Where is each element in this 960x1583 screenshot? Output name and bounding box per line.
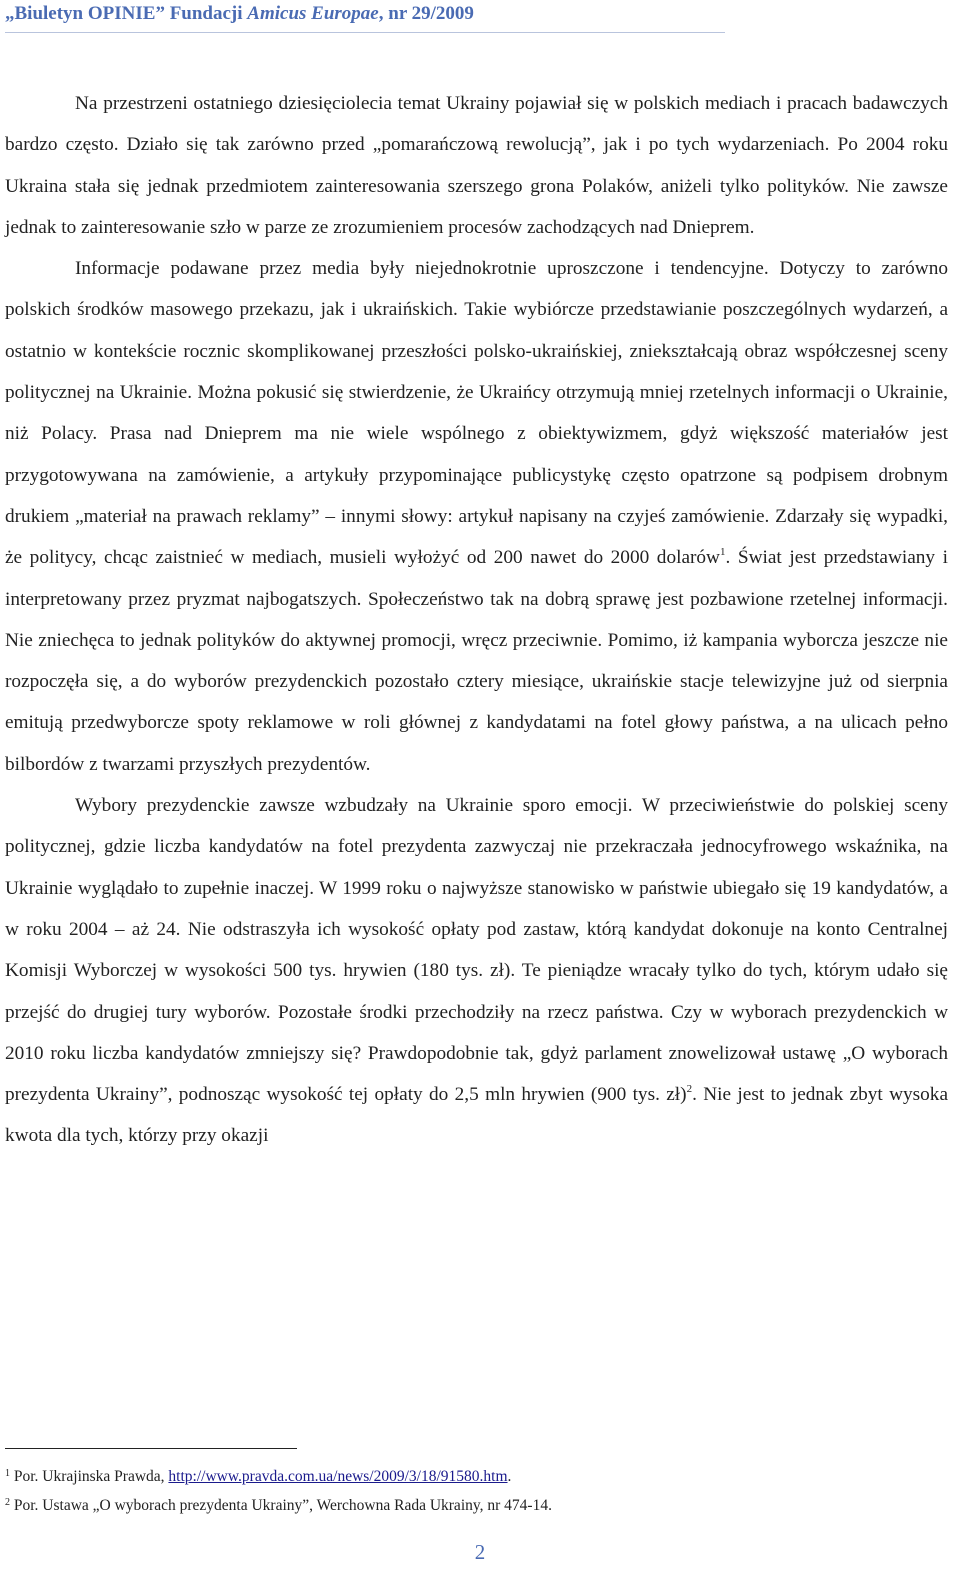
footnote-ref-1[interactable]: 1 [719, 546, 726, 559]
footnote-2 [5, 1490, 945, 1519]
footnote-number: 2 [5, 1497, 10, 1508]
footnote-1 [5, 1461, 945, 1490]
paragraph-3-text-a: Wybory prezydenckie zawsze wzbudzały na Ukrainie sporo emocji. W przeciwieństwie do polskiej sceny politycznej, gdzie liczba kandydatów na fotel prezydenta zazwyczaj nie przekraczała jednocyfrowego wskaźnika, na Ukrainie wyglądało to zupełnie inaczej. W 1999 roku o najwyższe stanowisko w państwie ubiegało się 19 kandydatów, a w roku 2004 – aż 24. Nie odstraszyła ich wysokość opłaty pod zastaw, którą kandydat dokonuje na konto Centralnej Komisji Wyborczej w wysokości 500 tys. hrywien (180 tys. zł). Te pieniądze wracały tylko do tych, którym udało się przejść do drugiej tury wyborów. Pozostałe środki przechodziły na rzecz państwa. Czy w wyborach prezydenckich w 2010 roku liczba kandydatów zmniejszy się? Prawdopodobnie tak, gdyż parlament znowelizował ustawę „O wyborach prezydenta Ukrainy”, podnosząc wysokość tej opłaty do 2,5 mln hrywien (900 tys. zł) [5, 795, 948, 1106]
footnote-link[interactable]: http://www.pravda.com.ua/news/2009/3/18/91580.htm [168, 1468, 508, 1485]
paragraph-2 [5, 248, 948, 785]
header-foundation-name: Amicus Europae [247, 3, 379, 24]
bulletin-header [5, 3, 474, 25]
paragraph-1: Na przestrzeni ostatniego dziesięciolecia temat Ukrainy pojawiał się w polskich mediach i pracach badawczych bardzo często. Działo się tak zarówno przed „pomarańczową rewolucją”, jak i po tych wydarzeniach. Po 2004 roku Ukraina stała się jednak przedmiotem zainteresowania szerszego grona Polaków, aniżeli tylko polityków. Nie zawsze jednak to zainteresowanie szło w parze ze zrozumieniem procesów zachodzących nad Dnieprem. [5, 93, 948, 238]
article-body [5, 83, 948, 1157]
paragraph-3 [5, 785, 948, 1157]
footnote-ref-2[interactable]: 2 [686, 1083, 693, 1096]
footnote-text: Por. Ustawa „O wyborach prezydenta Ukrainy”, Werchowna Rada Ukrainy, nr 474-14. [10, 1497, 552, 1514]
footnotes [5, 1461, 945, 1519]
paragraph-3-text-b: . Nie jest to jednak zbyt wysoka kwota dla tych, którzy przy okazji [5, 1084, 948, 1147]
header-divider [5, 32, 725, 33]
footnote-text: Por. Ukrajinska Prawda, [10, 1468, 169, 1485]
footnote-number: 1 [5, 1468, 10, 1479]
footnote-divider [5, 1448, 297, 1449]
footnote-after: . [507, 1468, 512, 1485]
header-prefix: „Biuletyn OPINIE” Fundacji [5, 3, 248, 24]
page-number: 2 [474, 1540, 486, 1564]
paragraph-2-text-a: Informacje podawane przez media były niejednokrotnie uproszczone i tendencyjne. Dotyczy to zarówno polskich środków masowego przekazu, jak i ukraińskich. Takie wybiórcze przedstawianie poszczególnych wydarzeń, a ostatnio w kontekście rocznic skomplikowanej przeszłości polsko-ukraińskiej, zniekształcają obraz współczesnej sceny politycznej na Ukrainie. Można pokusić się stwierdzenie, że Ukraińcy otrzymują mniej rzetelnych informacji o Ukrainie, niż Polacy. Prasa nad Dnieprem ma nie wiele wspólnego z obiektywizmem, gdyż większość materiałów jest przygotowywana na zamówienie, a artykuły przypominające publicystykę często opatrzone są podpisem drobnym drukiem „materiał na prawach reklamy” – innymi słowy: artykuł napisany na czyjeś zamówienie. Zdarzały się wypadki, że politycy, chcąc zaistnieć w mediach, musieli wyłożyć od 200 nawet do 2000 dolarów [5, 258, 948, 569]
paragraph-2-text-b: . Świat jest przedstawiany i interpretowany przez pryzmat najbogatszych. Społeczeństwo tak na dobrą sprawę jest pozbawione rzetelnej informacji. Nie zniechęca to jednak polityków do aktywnej promocji, wręcz przeciwnie. Pomimo, iż kampania wyborcza jeszcze nie rozpoczęła się, a do wyborów prezydenckich pozostało cztery miesiące, ukraińskie stacje telewizyjne już od sierpnia emitują przedwyborcze spoty reklamowe w roli głównej z kandydatami na fotel głowy państwa, a na ulicach pełno bilbordów z twarzami przyszłych prezydentów. [5, 547, 948, 775]
header-suffix: , nr 29/2009 [378, 3, 474, 24]
